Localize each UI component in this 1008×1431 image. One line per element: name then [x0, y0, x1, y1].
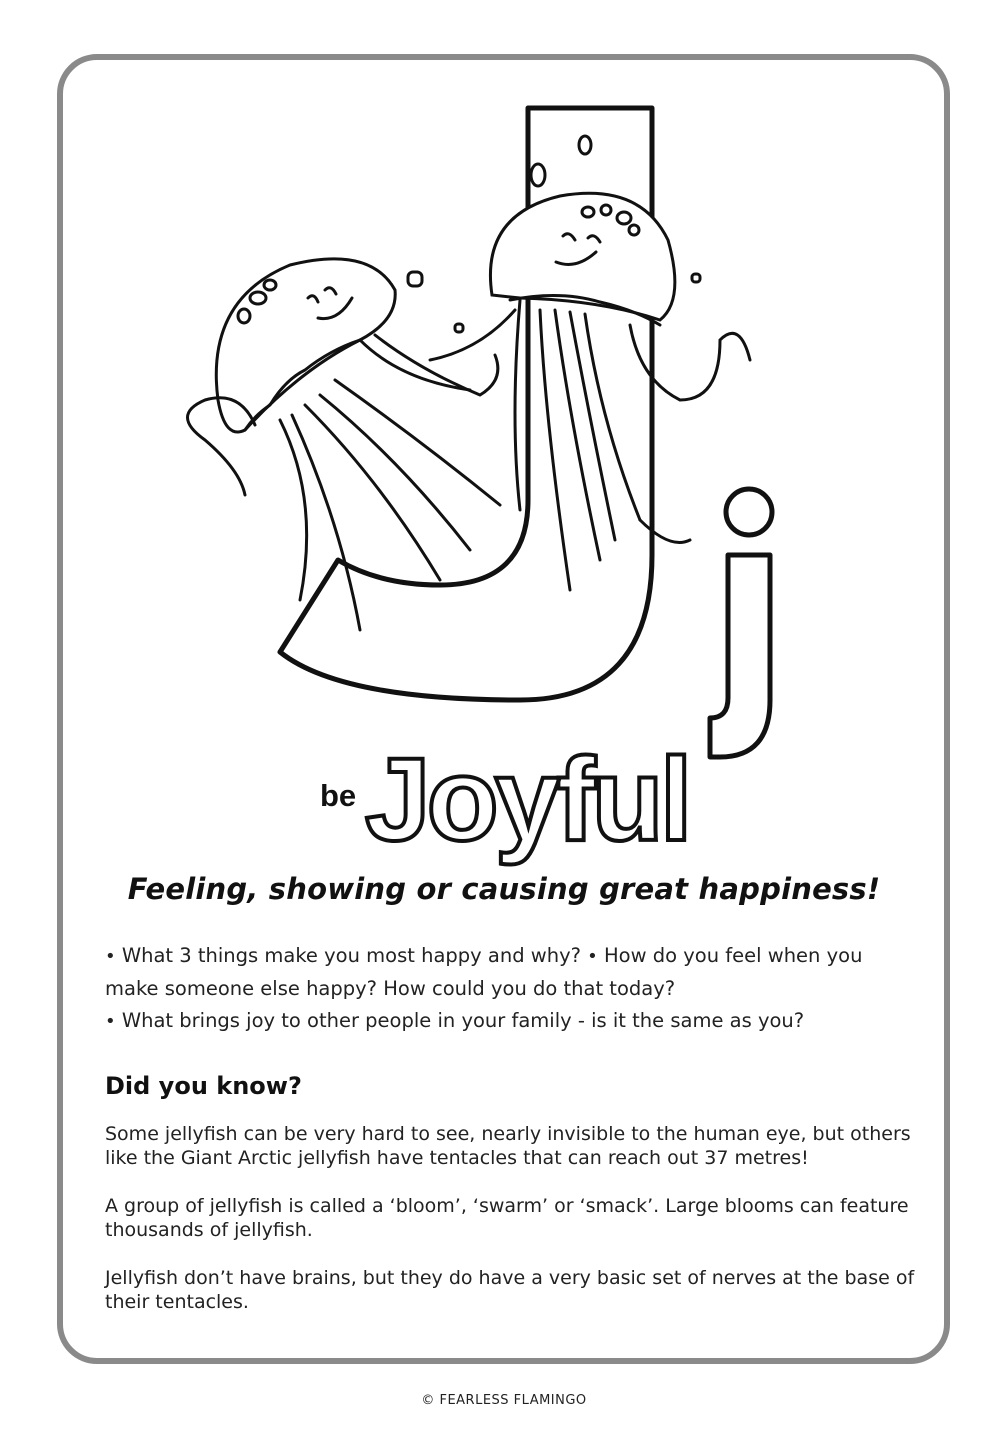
prompt-item: How do you feel when you make someone else happy? How could you do that today? [105, 944, 863, 1000]
definition-text: Feeling, showing or causing great happiness! [127, 872, 881, 906]
prompt-line-1 [105, 940, 915, 1005]
small-letter-j-outline [710, 489, 772, 757]
did-you-know-title: Did you know? [105, 1072, 302, 1100]
bullet-icon: • [105, 946, 116, 967]
copyright-footer: © FEARLESS FLAMINGO [421, 1393, 587, 1408]
prompt-list [105, 940, 915, 1038]
fact-paragraph: A group of jellyfish is called a ‘bloom’, ‘swarm’ or ‘smack’. Large blooms can feature thousands of jellyfish. [105, 1195, 909, 1241]
word-joyful-outline [365, 734, 689, 866]
fact-paragraph: Jellyfish don’t have brains, but they do have a very basic set of nerves at the base of their tentacles. [105, 1267, 915, 1313]
heading-prefix: be [320, 778, 357, 813]
fact-paragraph: Some jellyfish can be very hard to see, nearly invisible to the human eye, but others like the Giant Arctic jellyfish have tentacles that can reach out 37 metres! [105, 1123, 911, 1169]
bullet-icon: • [105, 1011, 116, 1032]
prompt-item: What brings joy to other people in your family - is it the same as you? [121, 1009, 805, 1032]
bullet-icon: • [587, 946, 598, 967]
prompt-item: What 3 things make you most happy and why? [121, 944, 581, 967]
prompt-line-2 [105, 1005, 915, 1038]
heading-word: Joyful [365, 734, 689, 866]
